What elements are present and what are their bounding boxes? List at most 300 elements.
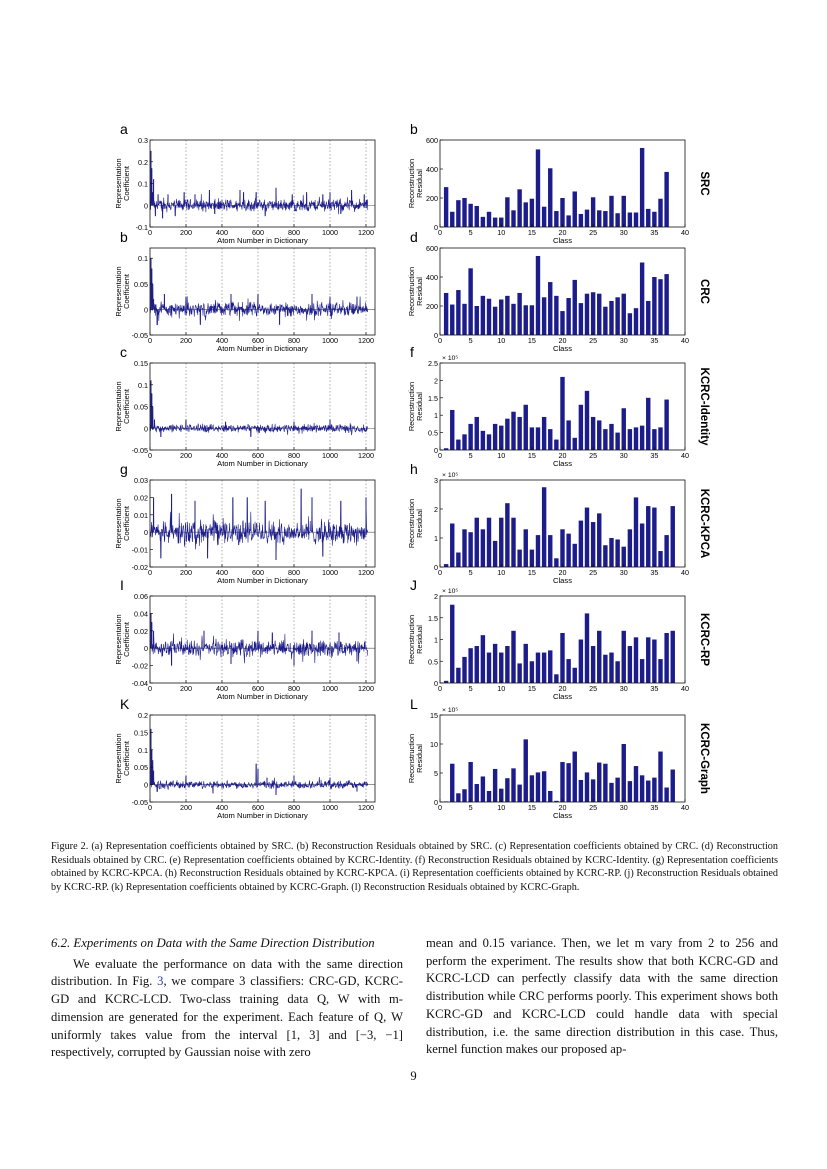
x-tick-label: 1000 (322, 568, 338, 577)
residual-bar (530, 775, 534, 802)
residual-bar (536, 427, 540, 450)
y-tick-label: 2 (434, 505, 438, 514)
residual-bar (603, 764, 607, 802)
residual-bar (640, 263, 644, 336)
x-tick-label: 600 (252, 803, 264, 812)
residual-bar (536, 535, 540, 567)
y-tick-label: 0.02 (134, 493, 148, 503)
x-tick-label: 40 (681, 803, 689, 812)
residual-bar (499, 426, 503, 450)
x-tick-label: 10 (497, 451, 506, 460)
residual-bar (456, 553, 460, 568)
y-tick-label: 1 (434, 411, 438, 421)
residual-bar (542, 487, 546, 567)
residual-bar (658, 551, 662, 567)
x-tick-label: 15 (527, 336, 536, 345)
figure-reference-link[interactable]: 3 (157, 974, 164, 989)
residual-bar (585, 508, 589, 567)
x-tick-label: 200 (180, 803, 192, 812)
residual-bar (591, 197, 595, 227)
x-tick-label: 5 (468, 451, 473, 460)
residual-bar (646, 506, 650, 567)
residual-bar (646, 781, 650, 802)
residual-bar (634, 637, 638, 683)
x-tick-label: 10 (497, 684, 506, 693)
y-tick-label: 2.5 (428, 359, 438, 368)
x-tick-label: 0 (148, 803, 152, 812)
panel-letter: c (120, 344, 127, 360)
x-tick-label: 30 (619, 336, 628, 345)
y-tick-label: -0.05 (131, 798, 148, 807)
residual-bar (499, 299, 503, 335)
residual-bar (481, 776, 485, 802)
residual-bar (450, 305, 454, 335)
x-tick-label: 25 (589, 451, 598, 460)
residual-bar (456, 440, 460, 450)
residual-bar (664, 788, 668, 803)
section-heading: 6.2. Experiments on Data with the Same Direction Distribution (51, 936, 375, 950)
coefficient-plot-2 (114, 229, 375, 353)
residual-bar (622, 196, 626, 227)
right-column (426, 935, 778, 1059)
y-tick-label: 400 (426, 165, 438, 174)
paragraph-left-part-1: We evaluate the performance on data with the same direction distribution. In Fig. (51, 956, 403, 989)
x-tick-label: 25 (589, 684, 598, 693)
residual-bar (652, 640, 656, 684)
x-tick-label: 15 (527, 568, 536, 577)
residual-bar (579, 521, 583, 567)
residual-bar (554, 558, 558, 567)
x-tick-label: 600 (252, 336, 264, 345)
residual-plot-2 (407, 229, 710, 353)
panel-letter: d (410, 229, 418, 245)
residual-bar (566, 215, 570, 227)
residual-bar (524, 644, 528, 683)
residual-bar (615, 661, 619, 683)
residual-bar (444, 293, 448, 335)
residual-bar (671, 770, 675, 802)
residual-plot-4 (407, 461, 710, 585)
y-tick-label: 200 (426, 302, 438, 311)
panel-letter: K (120, 696, 130, 712)
residual-bar (450, 764, 454, 802)
residual-bar (560, 198, 564, 227)
method-label: KCRC-KPCA (698, 488, 710, 559)
x-tick-label: 800 (288, 336, 300, 345)
residual-bar (628, 429, 632, 450)
residual-bar (603, 429, 607, 450)
x-tick-label: 5 (468, 684, 473, 693)
residual-bar (585, 294, 589, 335)
residual-bar (603, 307, 607, 335)
panel-letter: g (120, 461, 128, 477)
y-axis-label-line-1: Reconstruction (407, 381, 416, 432)
x-tick-label: 5 (468, 336, 473, 345)
residual-bar (548, 429, 552, 450)
x-tick-label: 20 (558, 684, 567, 693)
x-tick-label: 200 (180, 684, 192, 693)
y-tick-label: 0 (144, 424, 148, 434)
residual-bar (462, 657, 466, 683)
y-tick-label: 0 (434, 446, 438, 455)
residual-bar (597, 631, 601, 683)
residual-bar (609, 196, 613, 227)
residual-bar (554, 296, 558, 335)
residual-bar (603, 211, 607, 227)
residual-bar (542, 771, 546, 802)
residual-bar (664, 400, 668, 450)
x-tick-label: 1000 (322, 228, 338, 237)
residual-bar (591, 292, 595, 335)
residual-bar (634, 213, 638, 228)
y-tick-label: 0.03 (134, 476, 148, 485)
x-axis-label: Atom Number in Dictionary (217, 576, 308, 585)
residual-bar (585, 210, 589, 227)
residual-bar (475, 646, 479, 683)
x-tick-label: 800 (288, 451, 300, 460)
x-axis-label: Class (553, 576, 572, 585)
residual-bar (530, 661, 534, 683)
y-tick-label: 0.05 (134, 279, 148, 289)
x-tick-label: 35 (650, 336, 659, 345)
x-tick-label: 1000 (322, 684, 338, 693)
residual-bar (634, 308, 638, 335)
residual-bar (658, 427, 662, 450)
y-tick-label: 0.1 (138, 254, 148, 264)
residual-bar (524, 739, 528, 802)
x-tick-label: 1000 (322, 451, 338, 460)
residual-bar (615, 778, 619, 802)
figure-caption: Figure 2. (a) Representation coefficients obtained by SRC. (b) Reconstruction Residuals obtained by SRC. (c) Representation coefficients obtained by CRC. (d) Reconstruction Residuals obtained by CRC. (e) Representation coefficients obtained by KCRC-Identity. (f) Reconstruction Residuals obtained by KCRC-Identity. (g) Representation coefficients obtained by KCRC-KPCA. (h) Reconstruction Residuals obtained by KCRC-KPCA. (i) Representation coefficients obtained by KCRC-RP. (j) Reconstruction Residuals obtained by KCRC-RP. (k) Representation coefficients obtained by KCRC-Graph. (l) Reconstruction Residuals obtained by KCRC-Graph. (51, 841, 778, 893)
x-tick-label: 1200 (358, 228, 374, 237)
y-axis-label-line-1: Reconstruction (407, 266, 416, 317)
x-tick-label: 800 (288, 684, 300, 693)
residual-bar (622, 547, 626, 567)
x-tick-label: 35 (650, 451, 659, 460)
coefficient-series-line (150, 729, 368, 795)
residual-bar (640, 775, 644, 802)
x-tick-label: 40 (681, 228, 689, 237)
residual-bar (462, 529, 466, 567)
residual-bar (456, 200, 460, 227)
x-tick-label: 400 (216, 568, 228, 577)
x-tick-label: 400 (216, 336, 228, 345)
residual-bar (646, 301, 650, 335)
y-tick-label: 200 (426, 194, 438, 203)
residual-bar (664, 535, 668, 567)
residual-bar (622, 408, 626, 450)
residual-bar (640, 659, 644, 683)
y-tick-label: 3 (434, 476, 438, 485)
residual-bar (652, 277, 656, 335)
y-axis-label-line-2: Coefficient (122, 741, 131, 776)
y-axis-label-line-1: Representation (114, 498, 123, 549)
page-number: 9 (410, 1069, 417, 1083)
x-tick-label: 5 (468, 228, 473, 237)
method-label: KCRC-Graph (698, 723, 710, 794)
y-tick-label: 0.2 (138, 711, 148, 720)
residual-bar (671, 506, 675, 567)
x-tick-label: 35 (650, 803, 659, 812)
x-tick-label: 10 (497, 803, 506, 812)
plot-frame (150, 363, 375, 450)
x-tick-label: 0 (438, 803, 442, 812)
residual-bar (450, 212, 454, 227)
residual-bar (603, 655, 607, 683)
residual-bar (566, 763, 570, 802)
coefficient-plot-3 (114, 344, 375, 468)
residual-bar (505, 197, 509, 227)
plot-frame (150, 715, 375, 802)
y-tick-label: 0.06 (134, 592, 148, 601)
x-tick-label: 0 (148, 451, 152, 460)
residual-bar (560, 633, 564, 683)
y-tick-label: 1 (434, 534, 438, 543)
y-axis-label-line-2: Residual (415, 392, 424, 421)
coefficient-plot-5 (114, 577, 375, 701)
residual-bar (579, 405, 583, 450)
y-axis-label-line-1: Reconstruction (407, 614, 416, 665)
y-tick-label: 0.04 (134, 609, 148, 619)
residual-bar (554, 440, 558, 450)
panel-letter: L (410, 696, 418, 712)
residual-bar (468, 268, 472, 335)
x-tick-label: 20 (558, 451, 567, 460)
residual-bar (536, 149, 540, 227)
residual-bar (487, 212, 491, 227)
residual-bar (615, 213, 619, 227)
x-tick-label: 20 (558, 568, 567, 577)
panel-letter: h (410, 461, 418, 477)
residual-plot-1 (407, 121, 710, 245)
x-tick-label: 200 (180, 568, 192, 577)
method-label: KCRC-RP (698, 612, 710, 667)
residual-bar (579, 214, 583, 227)
y-axis-label-line-1: Representation (114, 266, 123, 317)
x-tick-label: 800 (288, 568, 300, 577)
x-tick-label: 35 (650, 568, 659, 577)
residual-bar (573, 668, 577, 683)
residual-bar (640, 426, 644, 450)
y-tick-label: 0.3 (138, 136, 148, 145)
y-axis-label-line-2: Residual (415, 169, 424, 198)
residual-bar (597, 210, 601, 227)
x-tick-label: 15 (527, 803, 536, 812)
y-tick-label: 0.2 (138, 157, 148, 167)
residual-bar (591, 779, 595, 802)
residual-plot-3 (407, 344, 710, 468)
residual-bar (615, 297, 619, 335)
x-tick-label: 0 (438, 684, 442, 693)
y-tick-label: 0.5 (428, 657, 438, 667)
residual-plot-5 (407, 577, 710, 701)
y-tick-label: 0.01 (134, 510, 148, 520)
residual-bar (530, 427, 534, 450)
residual-bar (517, 189, 521, 227)
x-tick-label: 30 (619, 228, 628, 237)
residual-bar (573, 280, 577, 335)
residual-bar (475, 417, 479, 450)
residual-bar (560, 529, 564, 567)
residual-bar (646, 637, 650, 683)
residual-bar (487, 434, 491, 450)
residual-bar (609, 538, 613, 567)
y-tick-label: -0.05 (131, 446, 148, 455)
plot-frame (150, 596, 375, 683)
residual-bar (548, 535, 552, 567)
y-tick-label: 0.1 (138, 380, 148, 390)
residual-bar (560, 377, 564, 450)
y-tick-label: 0 (434, 679, 438, 688)
residual-bar (444, 187, 448, 227)
x-tick-label: 40 (681, 451, 689, 460)
x-tick-label: 10 (497, 228, 506, 237)
residual-bar (664, 172, 668, 227)
residual-bar (462, 198, 466, 227)
x-tick-label: 400 (216, 451, 228, 460)
residual-bar (487, 791, 491, 802)
residual-bar (658, 199, 662, 227)
x-tick-label: 800 (288, 228, 300, 237)
y-tick-label: 0.05 (134, 402, 148, 412)
residual-bar (530, 305, 534, 335)
residual-bar (511, 768, 515, 802)
residual-bar (640, 148, 644, 227)
residual-bar (634, 427, 638, 450)
x-tick-label: 40 (681, 568, 689, 577)
residual-bar (554, 674, 558, 683)
x-axis-label: Class (553, 344, 572, 353)
residual-bar (615, 433, 619, 450)
residual-bar (585, 391, 589, 450)
y-tick-label: 0.1 (138, 745, 148, 755)
residual-bar (542, 653, 546, 683)
x-tick-label: 600 (252, 451, 264, 460)
x-axis-label: Atom Number in Dictionary (217, 811, 308, 820)
y-axis-label-line-2: Coefficient (122, 389, 131, 424)
paragraph-right: mean and 0.15 variance. Then, we let m vary from 2 to 256 and perform the experiment. The results show that both KCRC-GD and KCRC-LCD can perfectly classify data with the same direction distribution while CRC performs poorly. This experiment shows both KCRC-GD and KCRC-LCD could handle data with special distribution, i.e. the same direction distribution in this case. Thus, kernel function makes our proposed ap- (426, 936, 778, 1057)
panel-letter: I (120, 577, 124, 593)
residual-bar (456, 793, 460, 802)
y-tick-label: 0.15 (134, 359, 148, 368)
residual-bar (542, 207, 546, 227)
residual-bar (468, 648, 472, 683)
x-tick-label: 400 (216, 803, 228, 812)
residual-bar (475, 518, 479, 567)
residual-bar (505, 296, 509, 335)
residual-bar (511, 304, 515, 335)
y-tick-label: -0.04 (131, 679, 148, 688)
residual-bar (475, 206, 479, 227)
residual-bar (622, 631, 626, 683)
paragraph-left-part-2: , we compare 3 classifiers: CRC-GD, KCRC-GD and KCRC-LCD. Two-class training data Q, W with m-dimension are generated for the experiment. Each feature of Q, W uniformly takes value from the interval [1, 3] and [−3, −1] respectively, corrupted by Gaussian noise with zero (51, 974, 403, 1060)
x-tick-label: 30 (619, 803, 628, 812)
residual-bar (487, 299, 491, 335)
x-tick-label: 0 (438, 451, 442, 460)
y-axis-label-line-1: Representation (114, 381, 123, 432)
residual-bar (536, 772, 540, 802)
x-axis-label: Class (553, 692, 572, 701)
y-axis-label-line-2: Coefficient (122, 166, 131, 201)
residual-bar (444, 564, 448, 567)
x-tick-label: 0 (148, 684, 152, 693)
residual-bar (566, 420, 570, 450)
axis-exponent: × 10⁵ (442, 588, 459, 595)
x-tick-label: 1200 (358, 451, 374, 460)
residual-bar (462, 789, 466, 802)
residual-bar (652, 429, 656, 450)
residual-bar (591, 417, 595, 450)
residual-bar (628, 781, 632, 802)
y-tick-label: -0.01 (131, 545, 148, 555)
residual-bar (597, 420, 601, 450)
residual-bar (542, 297, 546, 335)
residual-bar (640, 524, 644, 568)
residual-bar (517, 550, 521, 567)
y-tick-label: 1 (434, 635, 438, 645)
residual-bar (609, 783, 613, 802)
residual-bar (548, 168, 552, 227)
coefficient-plot-4 (114, 461, 375, 585)
residual-bar (505, 419, 509, 450)
x-tick-label: 40 (681, 336, 689, 345)
x-tick-label: 1200 (358, 684, 374, 693)
residual-bar (450, 524, 454, 568)
residual-bar (505, 778, 509, 802)
residual-bar (524, 405, 528, 450)
plot-frame (150, 248, 375, 335)
x-tick-label: 15 (527, 684, 536, 693)
residual-bar (554, 211, 558, 227)
panel-letter: a (120, 121, 128, 137)
residual-bar (450, 410, 454, 450)
residual-bar (585, 772, 589, 802)
x-tick-label: 30 (619, 451, 628, 460)
residual-bar (603, 545, 607, 567)
x-tick-label: 5 (468, 803, 473, 812)
residual-bar (530, 199, 534, 227)
y-axis-label-line-2: Coefficient (122, 506, 131, 541)
residual-bar (628, 646, 632, 683)
x-tick-label: 5 (468, 568, 473, 577)
x-tick-label: 600 (252, 568, 264, 577)
residual-bar (517, 785, 521, 802)
y-axis-label-line-2: Residual (415, 625, 424, 654)
residual-bar (579, 780, 583, 802)
x-tick-label: 400 (216, 228, 228, 237)
axis-exponent: × 10⁵ (442, 472, 459, 479)
residual-bar (591, 646, 595, 683)
method-label: KCRC-Identity (698, 367, 710, 446)
residual-bar (481, 529, 485, 567)
x-tick-label: 1000 (322, 803, 338, 812)
y-axis-label-line-2: Coefficient (122, 622, 131, 657)
x-tick-label: 1200 (358, 336, 374, 345)
residual-bar (468, 762, 472, 802)
coefficient-series-line (150, 613, 368, 665)
residual-bar (573, 544, 577, 567)
residual-bar (462, 304, 466, 335)
x-tick-label: 200 (180, 228, 192, 237)
coefficient-series-line (150, 151, 368, 218)
x-tick-label: 1000 (322, 336, 338, 345)
x-tick-label: 1200 (358, 568, 374, 577)
x-tick-label: 30 (619, 568, 628, 577)
residual-bar (468, 424, 472, 450)
y-axis-label-line-1: Reconstruction (407, 498, 416, 549)
residual-bar (548, 650, 552, 683)
y-tick-label: 0 (434, 223, 438, 232)
